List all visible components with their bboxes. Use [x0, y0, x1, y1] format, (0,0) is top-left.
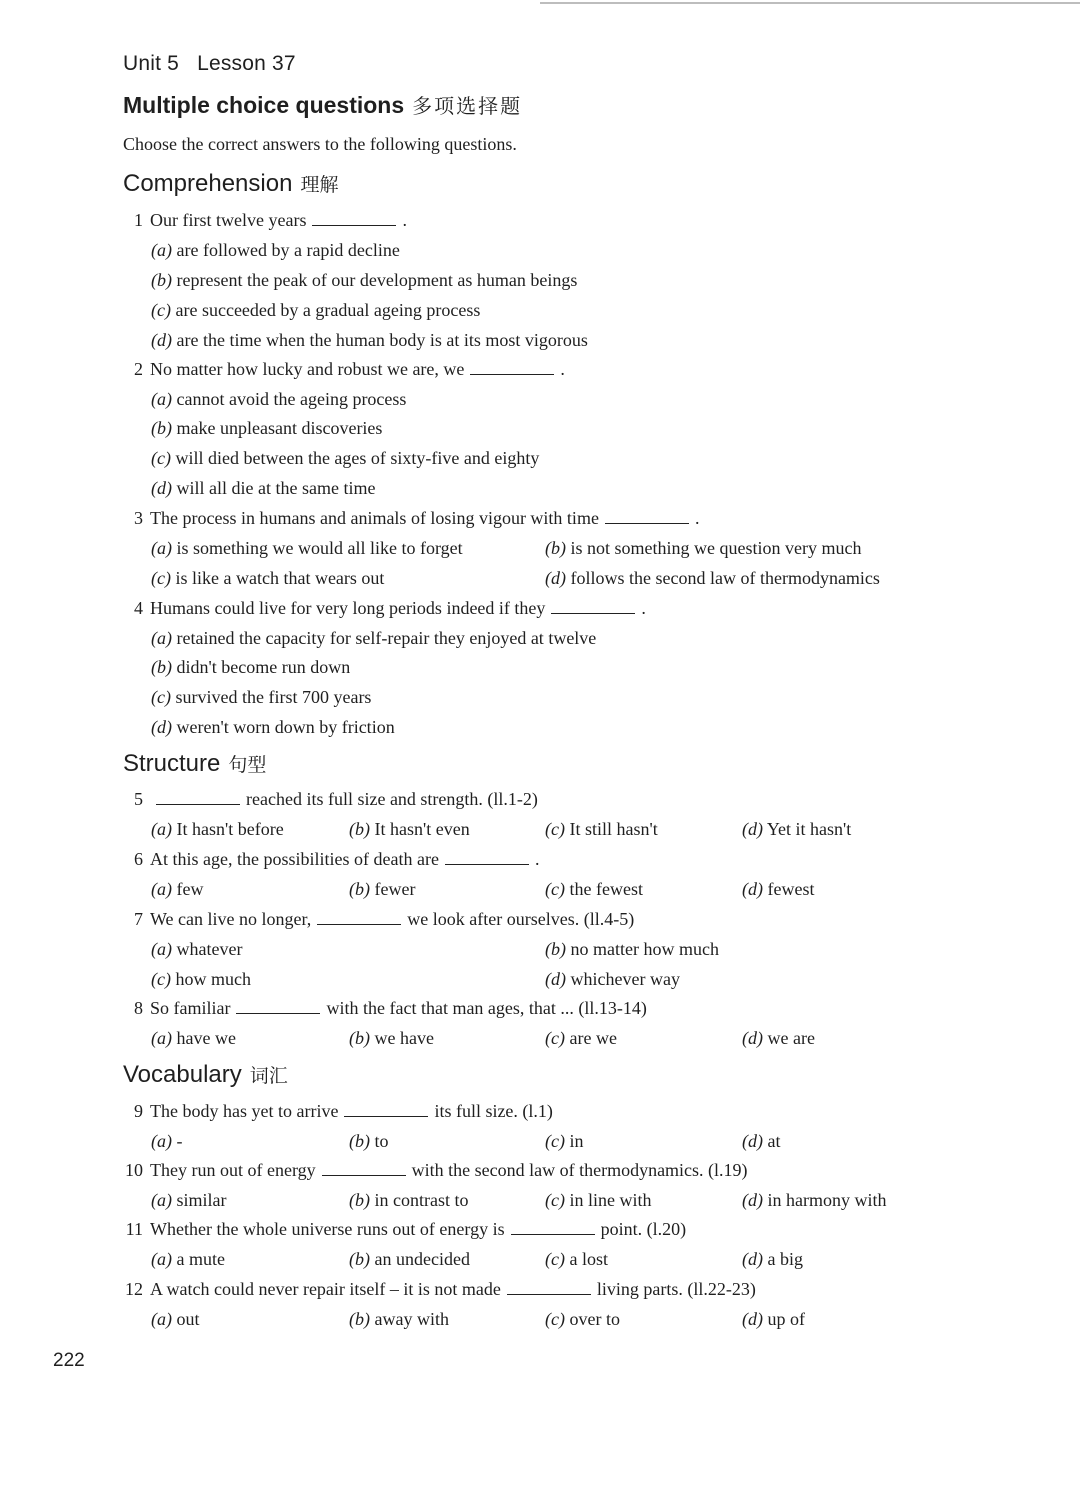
option-2c — [151, 447, 539, 469]
page-title — [123, 90, 522, 119]
option-text: we have — [374, 1028, 434, 1048]
question-number: 11 — [125, 1219, 143, 1239]
option-5a — [151, 818, 284, 840]
option-label: (b) — [349, 1028, 370, 1048]
question-stem: The process in humans and animals of losing vigour with time — [150, 508, 599, 528]
option-text: are succeeded by a gradual ageing process — [175, 300, 481, 320]
option-9a — [151, 1130, 183, 1152]
option-4c — [151, 686, 371, 708]
option-text: the fewest — [569, 879, 643, 899]
option-label: (b) — [349, 1190, 370, 1210]
option-label: (a) — [151, 819, 172, 839]
answer-blank — [322, 1161, 406, 1176]
unit-label: Unit 5 — [123, 52, 180, 75]
unit-lesson-header — [123, 52, 296, 76]
option-text: a mute — [176, 1249, 225, 1269]
question-end: living parts. (ll.22-23) — [596, 1279, 756, 1299]
option-label: (c) — [545, 1249, 565, 1269]
option-10d — [742, 1189, 887, 1211]
question-9 — [127, 1100, 553, 1122]
option-label: (b) — [349, 1309, 370, 1329]
option-label: (b) — [349, 879, 370, 899]
option-4d — [151, 716, 395, 738]
option-6c — [545, 878, 643, 900]
option-label: (c) — [151, 969, 171, 989]
option-text: follows the second law of thermodynamics — [570, 568, 880, 588]
option-5b — [349, 818, 470, 840]
option-text: have we — [176, 1028, 236, 1048]
option-label: (a) — [151, 1190, 172, 1210]
answer-blank — [317, 910, 401, 925]
option-text: an undecided — [374, 1249, 470, 1269]
option-text: survived the first 700 years — [175, 687, 372, 707]
option-text: - — [176, 1131, 183, 1151]
answer-blank — [312, 211, 396, 226]
option-11d — [742, 1248, 803, 1270]
option-text: is not something we question very much — [570, 538, 862, 558]
option-8d — [742, 1027, 815, 1049]
option-text: no matter how much — [570, 939, 719, 959]
question-number: 2 — [134, 359, 143, 379]
option-text: are we — [569, 1028, 617, 1048]
title-en: Multiple choice questions — [123, 92, 405, 118]
option-text: up of — [767, 1309, 805, 1329]
question-number: 12 — [125, 1279, 143, 1299]
question-end: point. (l.20) — [600, 1219, 687, 1239]
option-8b — [349, 1027, 434, 1049]
question-end: we look after ourselves. (ll.4-5) — [407, 909, 635, 929]
option-label: (b) — [545, 939, 566, 959]
option-label: (c) — [545, 1028, 565, 1048]
question-3 — [127, 507, 699, 529]
question-end: . — [402, 210, 407, 230]
section-vocabulary-cn: 词汇 — [249, 1065, 288, 1087]
option-label: (d) — [742, 1190, 763, 1210]
answer-blank — [445, 850, 529, 865]
question-10 — [124, 1159, 748, 1181]
question-number: 4 — [134, 598, 143, 618]
option-text: didn't become run down — [176, 657, 351, 677]
option-label: (b) — [545, 538, 566, 558]
title-cn: 多项选择题 — [412, 94, 523, 118]
option-9d — [742, 1130, 781, 1152]
option-text: make unpleasant discoveries — [176, 418, 383, 438]
instruction: Choose the correct answers to the following questions. — [123, 134, 517, 154]
option-text: is something we would all like to forget — [176, 538, 463, 558]
option-1d — [151, 329, 588, 351]
section-structure-en: Structure — [123, 750, 221, 777]
option-text: to — [374, 1131, 389, 1151]
option-text: away with — [374, 1309, 449, 1329]
option-label: (d) — [742, 1249, 763, 1269]
option-label: (d) — [742, 1028, 763, 1048]
option-8a — [151, 1027, 236, 1049]
option-10a — [151, 1189, 227, 1211]
option-2d — [151, 477, 375, 499]
option-label: (d) — [545, 969, 566, 989]
option-label: (d) — [742, 879, 763, 899]
option-2a — [151, 388, 406, 410]
page-number: 222 — [53, 1350, 85, 1371]
answer-blank — [156, 790, 240, 805]
question-stem: Our first twelve years — [150, 210, 307, 230]
option-text: will all die at the same time — [176, 478, 376, 498]
question-number: 10 — [125, 1160, 143, 1180]
option-label: (c) — [151, 568, 171, 588]
option-12a — [151, 1308, 200, 1330]
option-3b — [545, 537, 861, 559]
option-text: in contrast to — [374, 1190, 469, 1210]
option-text: cannot avoid the ageing process — [176, 389, 407, 409]
option-label: (a) — [151, 1309, 172, 1329]
question-end: . — [534, 849, 540, 869]
option-text: It hasn't even — [374, 819, 470, 839]
option-label: (b) — [349, 1131, 370, 1151]
question-stem: reached its full size and strength. (ll.1-2) — [246, 789, 538, 809]
option-3d — [545, 567, 880, 589]
question-stem: A watch could never repair itself – it is not made — [150, 1279, 501, 1299]
option-text: over to — [569, 1309, 620, 1329]
question-number: 7 — [134, 909, 143, 929]
option-5d — [742, 818, 851, 840]
option-label: (d) — [151, 717, 172, 737]
option-text: represent the peak of our development as human beings — [176, 270, 578, 290]
option-label: (c) — [545, 1309, 565, 1329]
answer-blank — [605, 509, 689, 524]
option-label: (a) — [151, 1131, 172, 1151]
option-3c — [151, 567, 384, 589]
section-vocabulary — [123, 1061, 288, 1089]
option-text: It hasn't before — [176, 819, 284, 839]
option-label: (d) — [742, 1131, 763, 1151]
option-11a — [151, 1248, 225, 1270]
option-12c — [545, 1308, 620, 1330]
question-stem: They run out of energy — [150, 1160, 316, 1180]
option-label: (b) — [151, 270, 172, 290]
option-text: in — [569, 1131, 584, 1151]
question-stem: The body has yet to arrive — [150, 1101, 339, 1121]
question-end: with the second law of thermodynamics. (l.19) — [411, 1160, 748, 1180]
option-text: It still hasn't — [569, 819, 658, 839]
question-stem: Humans could live for very long periods indeed if they — [150, 598, 546, 618]
option-label: (a) — [151, 389, 172, 409]
option-text: a big — [767, 1249, 803, 1269]
option-label: (b) — [349, 819, 370, 839]
option-7d — [545, 968, 680, 990]
option-text: whatever — [176, 939, 243, 959]
question-1 — [127, 209, 407, 231]
question-end: its full size. (l.1) — [434, 1101, 553, 1121]
option-1b — [151, 269, 577, 291]
option-6a — [151, 878, 203, 900]
option-1a — [151, 239, 400, 261]
option-12b — [349, 1308, 449, 1330]
option-text: retained the capacity for self-repair they enjoyed at twelve — [176, 628, 597, 648]
option-9c — [545, 1130, 584, 1152]
answer-blank — [344, 1102, 428, 1117]
option-9b — [349, 1130, 389, 1152]
option-text: how much — [175, 969, 251, 989]
option-8c — [545, 1027, 617, 1049]
question-number: 3 — [134, 508, 143, 528]
option-label: (c) — [151, 687, 171, 707]
option-text: in line with — [569, 1190, 652, 1210]
option-label: (c) — [545, 819, 565, 839]
question-8 — [127, 997, 647, 1019]
option-2b — [151, 417, 382, 439]
question-end: . — [560, 359, 565, 379]
option-3a — [151, 537, 463, 559]
option-label: (d) — [151, 330, 172, 350]
option-4b — [151, 656, 350, 678]
section-comprehension-en: Comprehension — [123, 170, 293, 197]
question-stem: Whether the whole universe runs out of energy is — [150, 1219, 505, 1239]
option-label: (b) — [151, 657, 172, 677]
option-text: weren't worn down by friction — [176, 717, 395, 737]
option-11b — [349, 1248, 470, 1270]
question-4 — [127, 597, 646, 619]
section-comprehension-cn: 理解 — [300, 174, 339, 196]
question-end: . — [694, 508, 700, 528]
option-7b — [545, 938, 719, 960]
section-comprehension — [123, 170, 338, 198]
lesson-label: Lesson 37 — [197, 52, 296, 75]
option-text: at — [767, 1131, 781, 1151]
option-7a — [151, 938, 242, 960]
option-6d — [742, 878, 814, 900]
answer-blank — [507, 1280, 591, 1295]
answer-blank — [236, 999, 320, 1014]
question-7 — [127, 908, 634, 930]
question-end: with the fact that man ages, that ... (ll.13-14) — [326, 998, 647, 1018]
option-5c — [545, 818, 658, 840]
option-text: fewest — [767, 879, 815, 899]
option-text: are the time when the human body is at its most vigorous — [176, 330, 588, 350]
answer-blank — [470, 360, 554, 375]
option-1c — [151, 299, 480, 321]
option-text: whichever way — [570, 969, 680, 989]
section-vocabulary-en: Vocabulary — [123, 1061, 242, 1088]
question-number: 6 — [134, 849, 143, 869]
section-structure — [123, 750, 266, 778]
option-text: a lost — [569, 1249, 608, 1269]
option-label: (a) — [151, 628, 172, 648]
option-label: (a) — [151, 1249, 172, 1269]
option-label: (c) — [151, 448, 171, 468]
option-12d — [742, 1308, 805, 1330]
option-11c — [545, 1248, 608, 1270]
option-6b — [349, 878, 415, 900]
answer-blank — [551, 599, 635, 614]
option-text: fewer — [374, 879, 416, 899]
top-rule — [540, 2, 1080, 4]
question-stem: We can live no longer, — [150, 909, 312, 929]
question-number: 5 — [134, 789, 143, 809]
option-text: similar — [176, 1190, 227, 1210]
option-label: (a) — [151, 240, 172, 260]
question-end: . — [641, 598, 646, 618]
option-text: Yet it hasn't — [766, 819, 852, 839]
option-text: we are — [767, 1028, 815, 1048]
question-6 — [127, 848, 539, 870]
option-label: (c) — [545, 1190, 565, 1210]
option-10b — [349, 1189, 468, 1211]
option-label: (a) — [151, 538, 172, 558]
question-stem: So familiar — [150, 998, 231, 1018]
question-stem: At this age, the possibilities of death are — [150, 849, 439, 869]
option-label: (c) — [545, 879, 565, 899]
question-12 — [124, 1278, 756, 1300]
option-label: (a) — [151, 939, 172, 959]
option-label: (d) — [742, 819, 763, 839]
question-number: 8 — [134, 998, 143, 1018]
option-label: (c) — [151, 300, 171, 320]
option-text: are followed by a rapid decline — [176, 240, 400, 260]
option-text: in harmony with — [767, 1190, 887, 1210]
option-label: (d) — [151, 478, 172, 498]
option-text: will died between the ages of sixty-five and eighty — [175, 448, 540, 468]
option-7c — [151, 968, 251, 990]
question-stem: No matter how lucky and robust we are, we — [150, 359, 465, 379]
option-text: few — [176, 879, 204, 899]
question-number: 9 — [134, 1101, 143, 1121]
question-2 — [127, 358, 565, 380]
section-structure-cn: 句型 — [228, 754, 267, 776]
option-text: is like a watch that wears out — [175, 568, 385, 588]
option-4a — [151, 627, 596, 649]
question-11 — [124, 1218, 686, 1240]
option-10c — [545, 1189, 651, 1211]
option-label: (d) — [742, 1309, 763, 1329]
question-number: 1 — [134, 210, 143, 230]
option-label: (c) — [545, 1131, 565, 1151]
option-label: (b) — [349, 1249, 370, 1269]
option-text: out — [176, 1309, 200, 1329]
question-5 — [127, 788, 538, 810]
answer-blank — [511, 1220, 595, 1235]
option-label: (b) — [151, 418, 172, 438]
option-label: (a) — [151, 879, 172, 899]
option-label: (d) — [545, 568, 566, 588]
option-label: (a) — [151, 1028, 172, 1048]
